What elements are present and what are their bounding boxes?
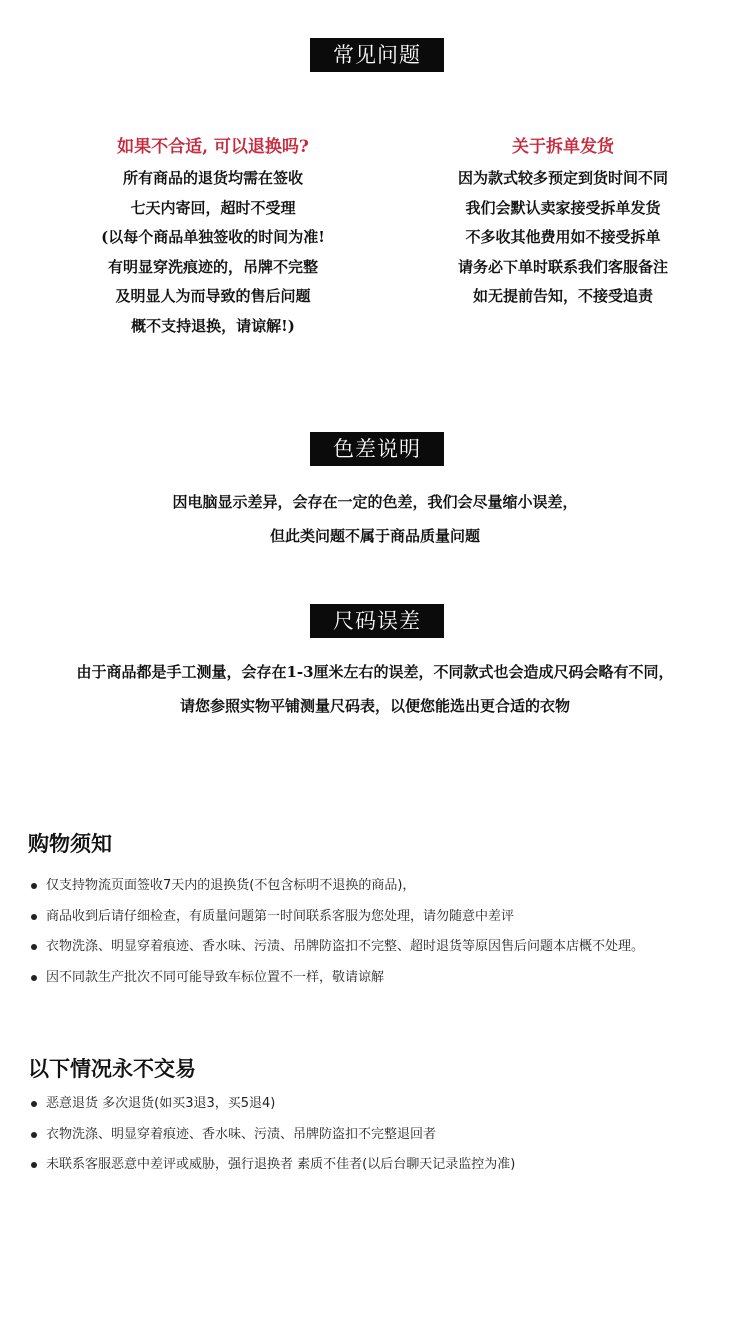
faq-title: 常见问题 — [333, 43, 421, 67]
shopping-notice-list — [28, 871, 644, 993]
split-shipping-column — [418, 134, 708, 312]
return-policy-line: 概不支持退换，请谅解!) — [131, 316, 295, 335]
list-item-text: 未联系客服恶意中差评或威胁，强行退换者 素质不佳者(以后台聊天记录监控为准) — [46, 1157, 516, 1172]
bullet-icon — [31, 944, 37, 950]
color-diff-banner — [310, 432, 444, 466]
shopping-notice-title: 购物须知 — [28, 832, 112, 856]
list-item — [28, 1089, 515, 1120]
list-item — [28, 871, 644, 902]
split-shipping-line: 因为款式较多预定到货时间不同 — [457, 169, 668, 187]
list-item — [28, 932, 644, 963]
never-trade-list — [28, 1089, 515, 1181]
color-diff-line: 但此类问题不属于商品质量问题 — [269, 527, 480, 545]
return-policy-heading: 如果不合适, 可以退换吗? — [117, 137, 309, 157]
split-shipping-line: 我们会默认卖家接受拆单发货 — [465, 198, 661, 217]
split-shipping-heading: 关于拆单发货 — [512, 137, 614, 157]
color-diff-line: 因电脑显示差异，会存在一定的色差，我们会尽量缩小误差， — [172, 493, 578, 511]
list-item-text: 因不同款生产批次不同可能导致车标位置不一样，敬请谅解 — [46, 969, 385, 985]
return-policy-line: 所有商品的退货均需在签收 — [122, 169, 303, 187]
list-item-text: 衣物洗涤、明显穿着痕迹、香水味、污渍、吊牌防盗扣不完整退回者 — [46, 1126, 437, 1142]
bullet-icon — [31, 1101, 37, 1107]
list-item — [28, 902, 644, 933]
split-shipping-line: 不多收其他费用如不接受拆单 — [465, 228, 661, 246]
return-policy-line: 有明显穿洗痕迹的，吊牌不完整 — [107, 257, 318, 276]
color-diff-title: 色差说明 — [333, 437, 421, 461]
size-diff-line: 请您参照实物平铺测量尺码表，以便您能选出更合适的衣物 — [179, 697, 570, 715]
split-shipping-line: 请务必下单时联系我们客服备注 — [457, 257, 668, 276]
return-policy-line: 及明显人为而导致的售后问题 — [115, 287, 311, 305]
bullet-icon — [31, 975, 37, 981]
bullet-icon — [31, 1162, 37, 1168]
list-item-text: 商品收到后请仔细检查，有质量问题第一时间联系客服为您处理，请勿随意中差评 — [46, 908, 515, 924]
never-trade-title: 以下情况永不交易 — [28, 1057, 196, 1081]
size-diff-line: 由于商品都是手工测量，会存在1-3厘米左右的误差，不同款式也会造成尺码会略有不同， — [76, 663, 674, 681]
size-diff-title: 尺码误差 — [333, 609, 421, 633]
list-item — [28, 1150, 515, 1181]
list-item — [28, 963, 644, 994]
color-diff-text — [0, 485, 750, 553]
return-policy-column — [68, 134, 358, 341]
list-item — [28, 1120, 515, 1151]
return-policy-line: (以每个商品单独签收的时间为准! — [101, 228, 325, 246]
faq-banner — [310, 38, 444, 72]
list-item-text: 衣物洗涤、明显穿着痕迹、香水味、污渍、吊牌防盗扣不完整、超时退货等原因售后问题本店概不处理。 — [46, 939, 645, 954]
return-policy-line: 七天内寄回，超时不受理 — [130, 198, 296, 217]
split-shipping-line: 如无提前告知，不接受追责 — [472, 287, 653, 305]
size-diff-banner — [310, 604, 444, 638]
size-diff-text — [0, 655, 750, 723]
bullet-icon — [31, 883, 37, 889]
list-item-text: 仅支持物流页面签收7天内的退换货(不包含标明不退换的商品)， — [46, 878, 416, 893]
bullet-icon — [31, 1132, 37, 1138]
bullet-icon — [31, 914, 37, 920]
list-item-text: 恶意退货 多次退货(如买3退3，买5退4) — [46, 1096, 276, 1111]
